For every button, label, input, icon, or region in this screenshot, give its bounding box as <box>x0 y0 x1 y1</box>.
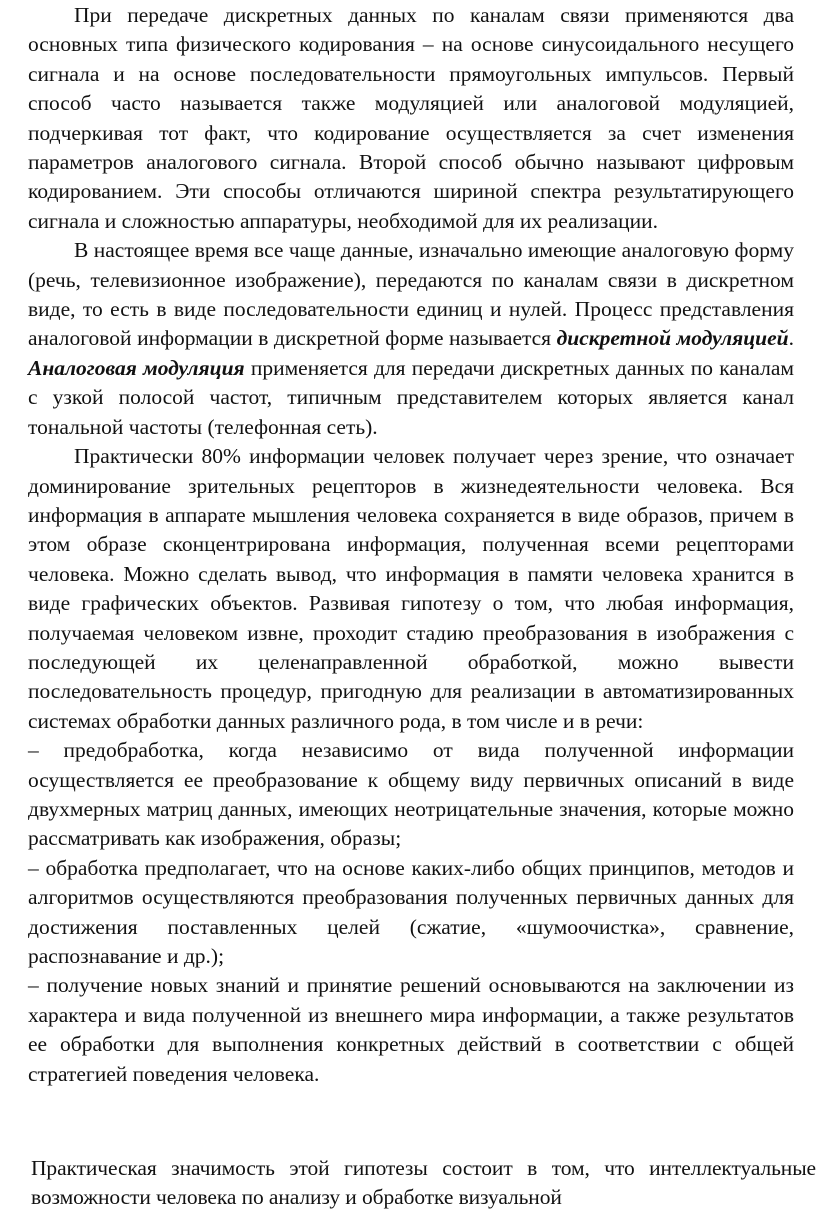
paragraph-discrete-modulation-end: применяется для передачи дискретных данных по каналам с узкой полосой частот, типичным представителем которых является канал тональной частоты (телефонная сеть). <box>28 355 794 439</box>
term-analog-modulation: Аналоговая модуляция <box>28 355 245 380</box>
paragraph-physical-coding: При передаче дискретных данных по каналам связи применяются два основных типа физического кодирования – на основе синусоидального несущего сигнала и на основе последовательности прямоугольных импульсов. Первый способ часто называется также модуляцией или аналоговой модуляцией, подчеркивая тот факт, что кодирование осуществляется за счет изменения параметров аналогового сигнала. Второй способ обычно называют цифровым кодированием. Эти способы отличаются шириной спектра результатирующего сигнала и сложностью аппаратуры, необходимой для их реализации. <box>28 3 794 233</box>
paragraph-discrete-modulation <box>28 236 794 442</box>
paragraph-discrete-modulation-start: В настоящее время все чаще данные, изначально имеющие аналоговую форму (речь, телевизионное изображение), передаются по каналам связи в дискретном виде, то есть в виде последовательности единиц и нулей. Процесс представления аналоговой информации в дискретной форме называется <box>28 238 794 351</box>
final-text <box>31 1154 816 1212</box>
term-discrete-modulation: дискретной модуляцией <box>556 326 789 351</box>
term-separator: . <box>788 326 794 351</box>
list-item-preprocessing: – предобработка, когда независимо от вида полученной информации осуществляется ее преобразование к общему виду первичных описаний в виде двухмерных матриц данных, имеющих неотрицательные значения, которые можно рассматривать как изображения, образы; <box>28 738 794 851</box>
main-text <box>28 1 794 1089</box>
paragraph-visual-information: Практически 80% информации человек получает через зрение, что означает доминирование зрительных рецепторов в жизнедеятельности человека. Вся информация в аппарате мышления человека сохраняется в виде образов, причем в этом образе сконцентрирована информация, полученная всеми рецепторами человека. Можно сделать вывод, что информация в памяти человека хранится в виде графических объектов. Развивая гипотезу о том, что любая информация, получаемая человеком извне, проходит стадию преобразования в изображения с последующей их целенаправленной обработкой, можно вывести последовательность процедур, пригодную для реализации в автоматизированных системах обработки данных различного рода, в том числе и в речи: <box>28 444 794 733</box>
paragraph-practical-significance: Практическая значимость этой гипотезы состоит в том, что интеллектуальные возможности человека по анализу и обработке визуальной <box>31 1156 816 1209</box>
list-item-processing: – обработка предполагает, что на основе каких-либо общих принципов, методов и алгоритмов осуществляются преобразования полученных первичных данных для достижения поставленных целей (сжатие, «шумоочистка», сравнение, распознавание и др.); <box>28 855 794 968</box>
list-item-knowledge: – получение новых знаний и принятие решений основываются на заключении из характера и вида полученной из внешнего мира информации, а также результатов ее обработки для выполнения конкретных действий в соответствии с общей стратегией поведения человека. <box>28 973 794 1086</box>
